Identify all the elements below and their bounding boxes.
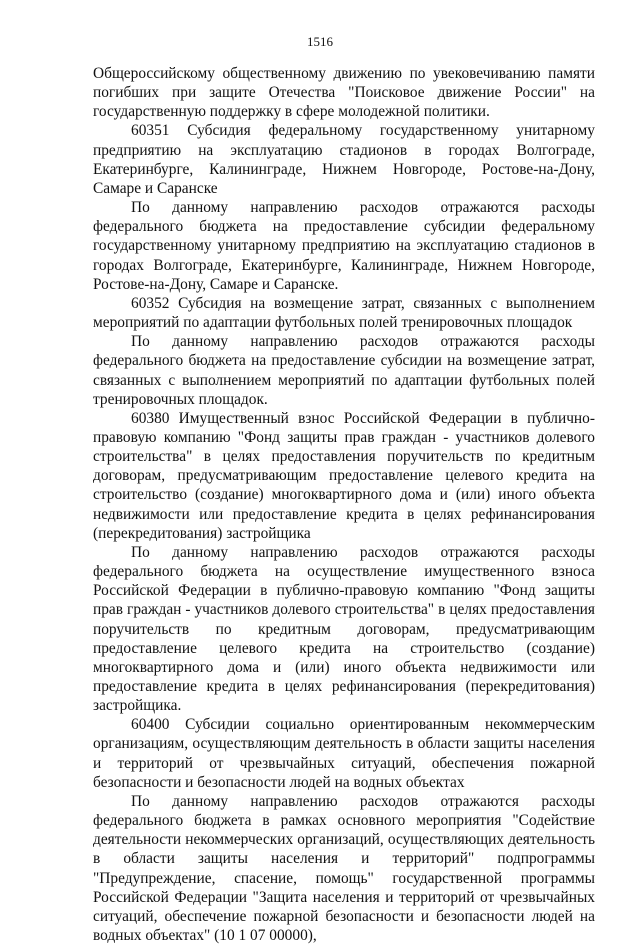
paragraph-60351-description: По данному направлению расходов отражаются расходы федерального бюджета на предоставление субсидии федеральному государственному унитарному предприятию на эксплуатацию стадионов в городах Волгограде, Екатеринбурге, Калининграде, Нижнем Новгороде, Ростове-на-Дону, Самаре и Саранске. <box>93 199 595 293</box>
paragraph-continuation: Общероссийскому общественному движению по увековечиванию памяти погибших при защите Отечества "Поисковое движение России" на государственную поддержку в сфере молодежной политики. <box>93 65 595 121</box>
paragraph-60380-heading: 60380 Имущественный взнос Российской Федерации в публично-правовую компанию "Фонд защиты прав граждан - участников долевого строительства" в целях предоставления поручительств по кредитным договорам, предусматривающим предоставление целевого кредита на строительство (создание) многоквартирного дома и (или) иного объекта недвижимости или предоставление кредита в целях рефинансирования (перекредитования) застройщика <box>93 409 595 542</box>
paragraph-60400-description: По данному направлению расходов отражаются расходы федерального бюджета в рамках основного мероприятия "Содействие деятельности некоммерческих организаций, осуществляющих деятельность в области защиты населения и территорий" подпрограммы "Предупреждение, спасение, помощь" государственной программы Российской Федерации "Защита населения и территорий от чрезвычайных ситуаций, обеспечение пожарной безопасности и безопасности людей на водных объектах" (10 1 07 00000), <box>93 792 595 945</box>
paragraph-60352-description: По данному направлению расходов отражаются расходы федерального бюджета на предоставление субсидии на возмещение затрат, связанных с выполнением мероприятий по адаптации футбольных полей тренировочных площадок. <box>93 333 595 408</box>
paragraph-60380-description: По данному направлению расходов отражаются расходы федерального бюджета на осуществление имущественного взноса Российской Федерации в публично-правовую компанию "Фонд защиты прав граждан - участников долевого строительства" в целях предоставления поручительств по кредитным договорам, предусматривающим предоставление целевого кредита на строительство (создание) многоквартирного дома и (или) иного объекта недвижимости или предоставление кредита в целях рефинансирования (перекредитования) застройщика. <box>93 543 595 715</box>
paragraph-60351-heading: 60351 Субсидия федеральному государственному унитарному предприятию на эксплуатацию стадионов в городах Волгограде, Екатеринбурге, Калининграде, Нижнем Новгороде, Ростове-на-Дону, Самаре и Саранске <box>93 122 595 197</box>
paragraph-60400-heading: 60400 Субсидии социально ориентированным некоммерческим организациям, осуществляющим деятельность в области защиты населения и территорий от чрезвычайных ситуаций, обеспечения пожарной безопасности и безопасности людей на водных объектах <box>93 716 595 791</box>
document-body <box>93 64 595 945</box>
page-number: 1516 <box>307 34 333 49</box>
paragraph-60352-heading: 60352 Субсидия на возмещение затрат, связанных с выполнением мероприятий по адаптации футбольных полей тренировочных площадок <box>93 294 595 332</box>
